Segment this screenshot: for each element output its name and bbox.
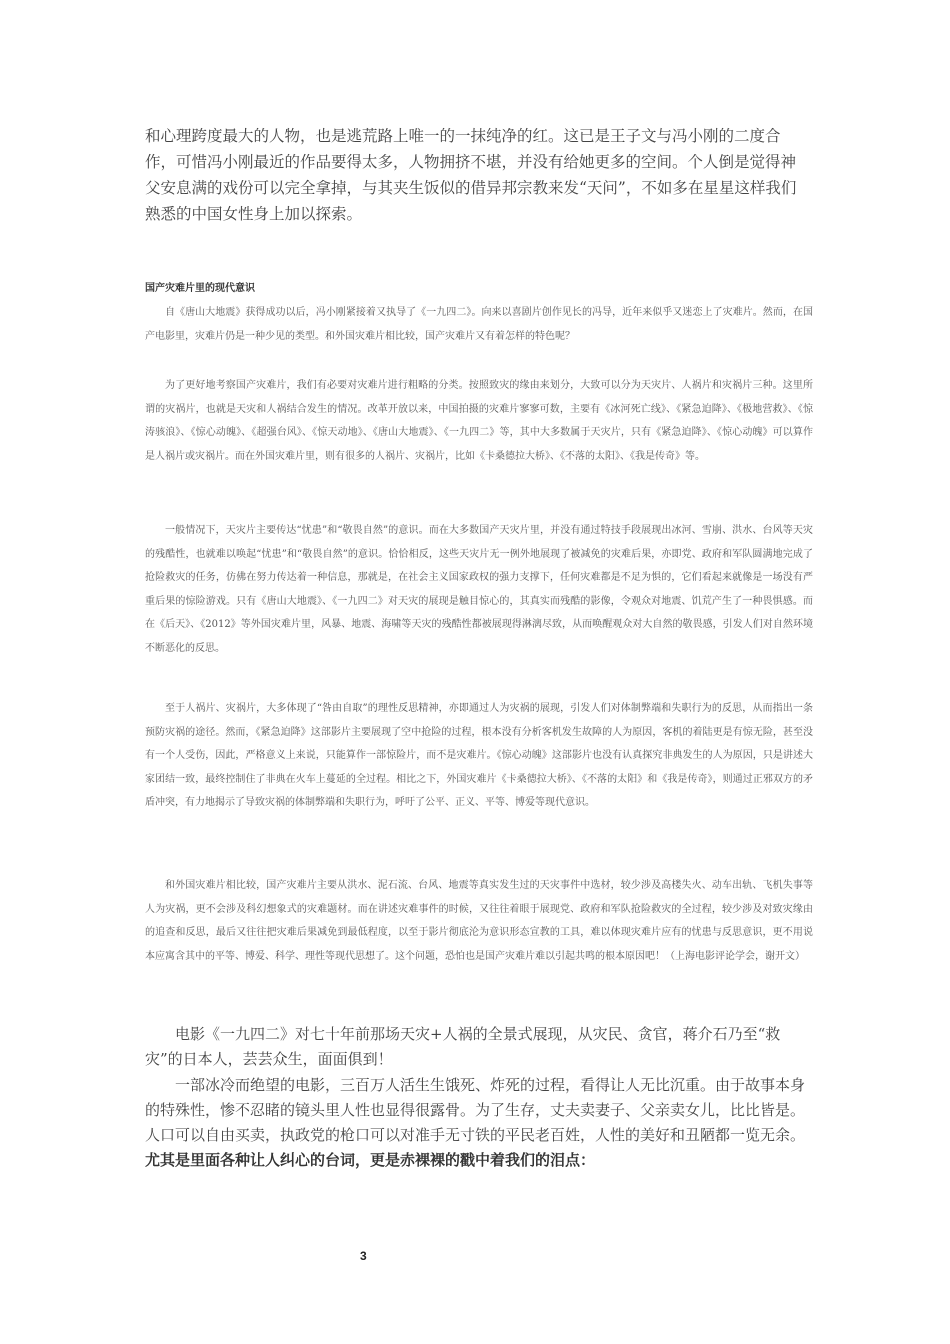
section-paragraph: 至于人祸片、灾祸片，大多体现了“咎由自取”的理性反思精神，亦即通过人为灾祸的展现，引发人们对体制弊端和失职行为的反思，从而指出一条预防灾祸的途径。然而，《紧急迫降》这部影片主要展现了空中抢险的过程，根本没有分析客机发生故障的人为原因，客机的着陆更是有惊无险，甚至没有一个人受伤，因此，严格意义上来说，只能算作一部惊险片，而不是灾难片。《惊心动魄》这部影片也没有认真探究非典发生的人为原因，只是讲述大家团结一致，最终控制住了非典在火车上蔓延的全过程。相比之下，外国灾难片《卡桑德拉大桥》、《不落的太阳》和《我是传奇》，则通过正邪双方的矛盾冲突，有力地揭示了导致灾祸的体制弊端和失职行为，呼吁了公平、正义、平等、博爱等现代意识。 [145, 703, 813, 809]
section-title: 国产灾难片里的现代意识 [145, 283, 255, 294]
lead-paragraph: 和心理跨度最大的人物，也是逃荒路上唯一的一抹纯净的红。这已是王子文与冯小刚的二度合作，可惜冯小刚最近的作品要得太多，人物拥挤不堪，并没有给她更多的空间。个人倒是觉得神父安息满的戏份可以完全拿掉，与其夹生饭似的借异邦宗教来发“天问”，不如多在星星这样我们熟悉的中国女性身上加以探索。 [145, 127, 797, 223]
section-paragraph: 和外国灾难片相比较，国产灾难片主要从洪水、泥石流、台风、地震等真实发生过的天灾事件中选材，较少涉及高楼失火、动车出轨、飞机失事等人为灾祸，更不会涉及科幻想象式的灾难题材。而在讲述灾难事件的时候，又往往着眼于展现党、政府和军队抢险救灾的全过程，较少涉及对致灾缘由的追查和反思，最后又往往把灾难后果减免到最低程度，以至于影片彻底沦为意识形态宣教的工具，难以体现灾难片应有的忧患与反思意识，更不用说本应寓含其中的平等、博爱、科学、理性等现代思想了。这个问题，恐怕也是国产灾难片难以引起共鸣的根本原因吧！（上海电影评论学会，谢开文） [145, 880, 813, 962]
closing-paragraph-text: 一部冰冷而绝望的电影，三百万人活生生饿死、炸死的过程，看得让人无比沉重。由于故事本身的特殊性，惨不忍睹的镜头里人性也显得很露骨。为了生存，丈夫卖妻子、父亲卖女儿，比比皆是。人口可以自由买卖，执政党的枪口可以对准手无寸铁的平民老百姓，人性的美好和丑陋都一览无余。 [145, 1076, 806, 1144]
section-paragraph: 为了更好地考察国产灾难片，我们有必要对灾难片进行粗略的分类。按照致灾的缘由来划分，大致可以分为天灾片、人祸片和灾祸片三种。这里所谓的灾祸片，也就是天灾和人祸结合发生的情况。改革开放以来，中国拍摄的灾难片寥寥可数，主要有《冰河死亡线》、《紧急迫降》、《极地营救》、《惊涛骇浪》、《惊心动魄》、《超强台风》、《惊天动地》、《唐山大地震》、《一九四二》等，其中大多数属于天灾片，只有《紧急迫降》、《惊心动魄》可以算作是人祸片或灾祸片。而在外国灾难片里，则有很多的人祸片、灾祸片，比如《卡桑德拉大桥》、《不落的太阳》、《我是传奇》等。 [145, 380, 813, 462]
closing-paragraph [145, 1073, 807, 1173]
closing-paragraph-emphasis: 尤其是里面各种让人纠心的台词，更是赤裸裸的戳中着我们的泪点： [145, 1151, 596, 1169]
section-paragraph: 自《唐山大地震》获得成功以后，冯小刚紧接着又执导了《一九四二》。向来以喜剧片创作见长的冯导，近年来似乎又迷恋上了灾难片。然而，在国产电影里，灾难片仍是一种少见的类型。和外国灾难片相比较，国产灾难片又有着怎样的特色呢？ [145, 307, 813, 342]
closing-paragraph: 电影《一九四二》对七十年前那场天灾+人祸的全景式展现，从灾民、贪官，蒋介石乃至“救灾”的日本人，芸芸众生，面面俱到！ [145, 1025, 781, 1068]
section-paragraph: 一般情况下，天灾片主要传达“忧患”和“敬畏自然”的意识。而在大多数国产天灾片里，并没有通过特技手段展现出冰河、雪崩、洪水、台风等天灾的残酷性，也就难以唤起“忧患”和“敬畏自然”的意识。恰恰相反，这些天灾片无一例外地展现了被减免的灾难后果，亦即党、政府和军队圆满地完成了抢险救灾的任务，仿佛在努力传达着一种信息，那就是，在社会主义国家政权的强力支撑下，任何灾难都是不足为惧的，它们看起来就像是一场没有严重后果的惊险游戏。只有《唐山大地震》、《一九四二》对天灾的展现是触目惊心的，其真实而残酷的影像，令观众对地震、饥荒产生了一种畏惧感。而在《后天》、《2012》等外国灾难片里，风暴、地震、海啸等天灾的残酷性都被展现得淋漓尽致，从而唤醒观众对大自然的敬畏感，引发人们对自然环境不断恶化的反思。 [145, 525, 813, 654]
page-number: 3 [360, 1249, 367, 1263]
